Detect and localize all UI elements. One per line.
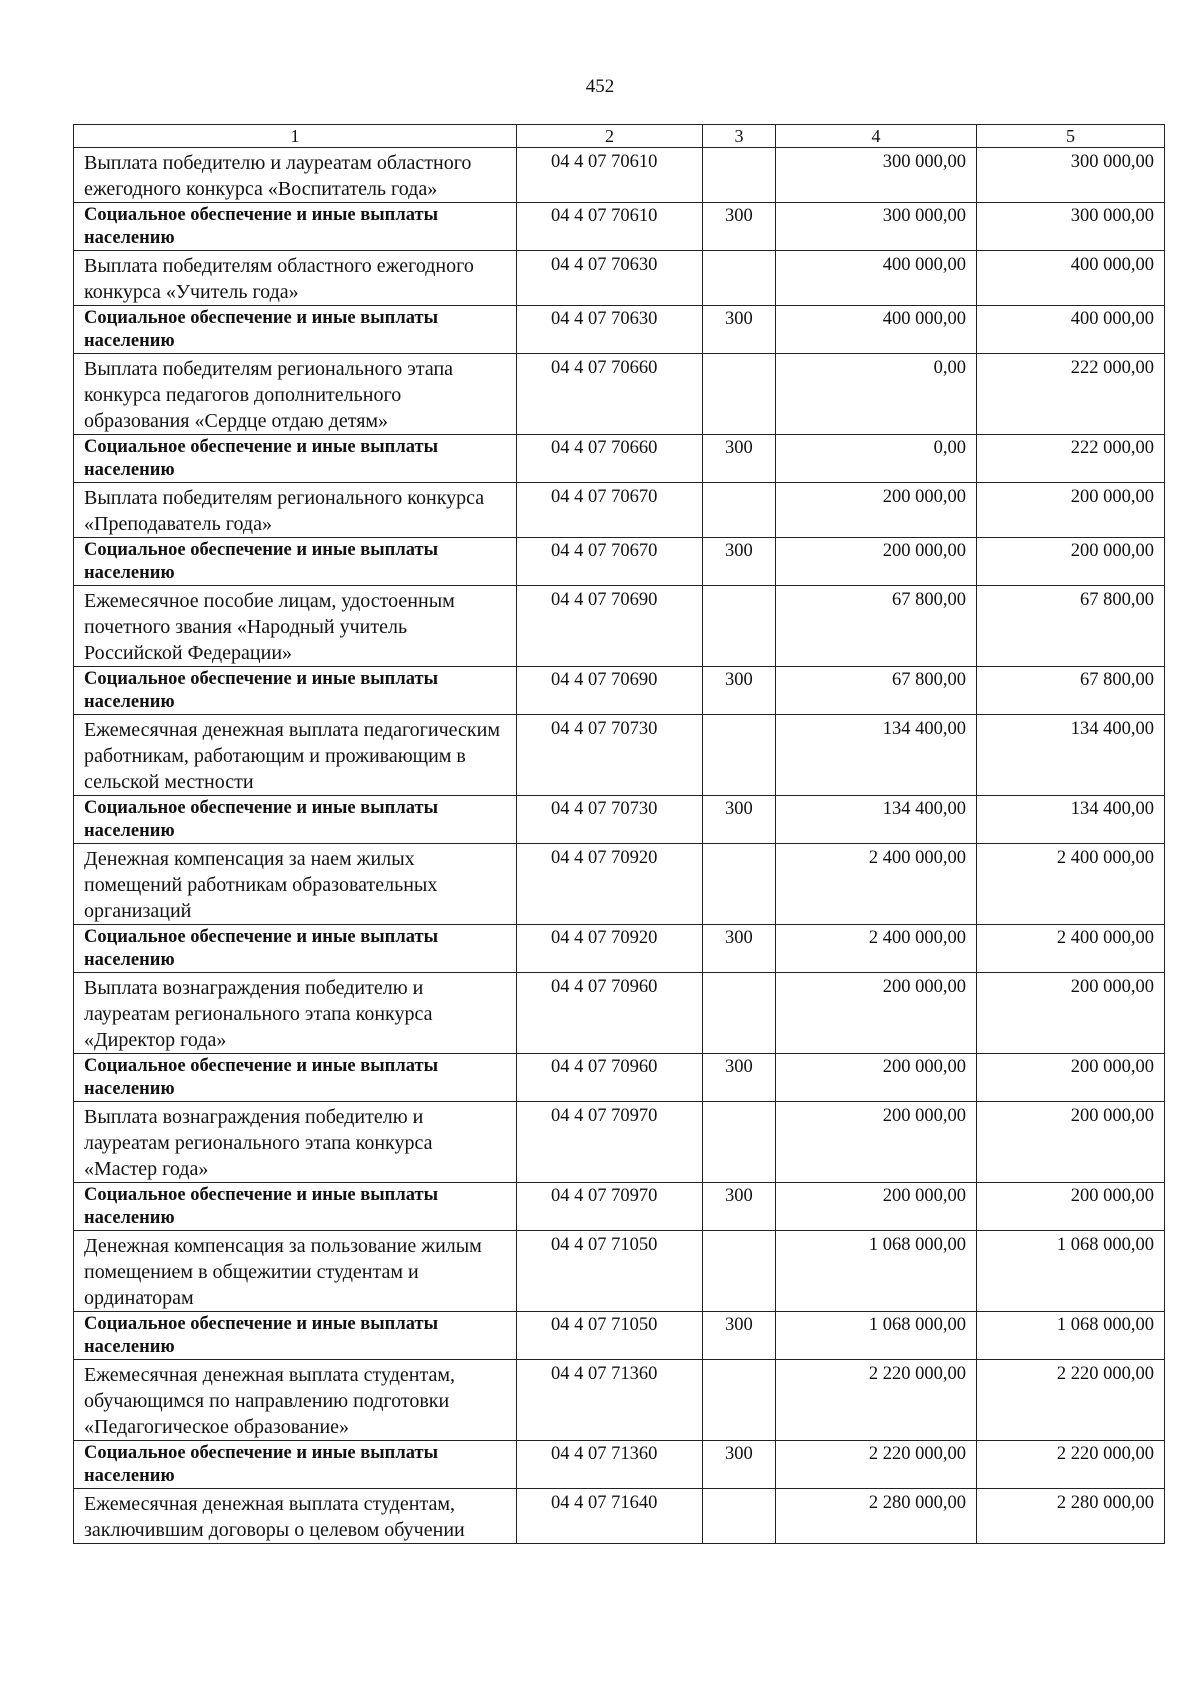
table-body [74, 148, 1165, 1544]
table-row [74, 1441, 1165, 1489]
row-code-cell: 04 4 07 70730 [517, 715, 703, 796]
row-value-col5-cell: 67 800,00 [977, 667, 1165, 715]
row-code-cell: 04 4 07 71360 [517, 1360, 703, 1441]
row-name-cell: Выплата победителям регионального этапа конкурса педагогов дополнительного образования «Сердце отдаю детям» [74, 354, 517, 435]
table-row [74, 586, 1165, 667]
row-value-col4-cell: 0,00 [776, 435, 977, 483]
row-name-cell: Социальное обеспечение и иные выплаты населению [74, 796, 517, 844]
row-type-cell [703, 1489, 776, 1544]
row-code-cell: 04 4 07 71050 [517, 1231, 703, 1312]
row-code-cell: 04 4 07 70960 [517, 973, 703, 1054]
row-value-col4-cell: 134 400,00 [776, 715, 977, 796]
row-value-col5-cell: 67 800,00 [977, 586, 1165, 667]
row-value-col5-cell: 222 000,00 [977, 435, 1165, 483]
row-code-cell: 04 4 07 70660 [517, 354, 703, 435]
row-name-cell: Социальное обеспечение и иные выплаты населению [74, 925, 517, 973]
row-value-col4-cell: 67 800,00 [776, 667, 977, 715]
row-code-cell: 04 4 07 70670 [517, 483, 703, 538]
row-value-col5-cell: 200 000,00 [977, 973, 1165, 1054]
row-type-cell [703, 1102, 776, 1183]
row-code-cell: 04 4 07 70630 [517, 306, 703, 354]
row-name-cell: Денежная компенсация за пользование жилым помещением в общежитии студентам и ординаторам [74, 1231, 517, 1312]
column-header: 2 [517, 125, 703, 148]
row-name-cell: Социальное обеспечение и иные выплаты населению [74, 1054, 517, 1102]
table-row [74, 973, 1165, 1054]
row-value-col4-cell: 400 000,00 [776, 251, 977, 306]
row-code-cell: 04 4 07 71640 [517, 1489, 703, 1544]
row-code-cell: 04 4 07 70730 [517, 796, 703, 844]
row-type-cell [703, 586, 776, 667]
row-value-col4-cell: 200 000,00 [776, 483, 977, 538]
row-type-cell [703, 844, 776, 925]
row-type-cell: 300 [703, 667, 776, 715]
row-type-cell: 300 [703, 1183, 776, 1231]
row-value-col5-cell: 2 400 000,00 [977, 925, 1165, 973]
column-header: 1 [74, 125, 517, 148]
table-row [74, 1312, 1165, 1360]
row-value-col5-cell: 2 220 000,00 [977, 1360, 1165, 1441]
row-value-col4-cell: 300 000,00 [776, 203, 977, 251]
row-value-col5-cell: 400 000,00 [977, 306, 1165, 354]
row-type-cell [703, 251, 776, 306]
row-value-col4-cell: 200 000,00 [776, 1183, 977, 1231]
row-name-cell: Выплата вознаграждения победителю и лауреатам регионального этапа конкурса «Директор года» [74, 973, 517, 1054]
row-value-col5-cell: 300 000,00 [977, 148, 1165, 203]
table-row [74, 251, 1165, 306]
table-row [74, 1231, 1165, 1312]
table-row [74, 1183, 1165, 1231]
row-code-cell: 04 4 07 70630 [517, 251, 703, 306]
row-code-cell: 04 4 07 70690 [517, 586, 703, 667]
row-value-col4-cell: 2 280 000,00 [776, 1489, 977, 1544]
row-value-col5-cell: 2 220 000,00 [977, 1441, 1165, 1489]
row-value-col4-cell: 200 000,00 [776, 538, 977, 586]
row-value-col5-cell: 1 068 000,00 [977, 1231, 1165, 1312]
column-header: 5 [977, 125, 1165, 148]
table-row [74, 435, 1165, 483]
row-value-col5-cell: 200 000,00 [977, 483, 1165, 538]
budget-table [73, 124, 1165, 1544]
row-value-col4-cell: 0,00 [776, 354, 977, 435]
row-name-cell: Социальное обеспечение и иные выплаты населению [74, 538, 517, 586]
row-value-col4-cell: 2 220 000,00 [776, 1441, 977, 1489]
row-type-cell: 300 [703, 1054, 776, 1102]
row-value-col4-cell: 200 000,00 [776, 1054, 977, 1102]
table-row [74, 354, 1165, 435]
row-type-cell: 300 [703, 1441, 776, 1489]
table-row [74, 925, 1165, 973]
row-type-cell: 300 [703, 306, 776, 354]
row-code-cell: 04 4 07 70660 [517, 435, 703, 483]
row-code-cell: 04 4 07 70610 [517, 203, 703, 251]
row-name-cell: Выплата победителям областного ежегодного конкурса «Учитель года» [74, 251, 517, 306]
row-value-col4-cell: 2 400 000,00 [776, 925, 977, 973]
row-code-cell: 04 4 07 70970 [517, 1183, 703, 1231]
row-type-cell [703, 1231, 776, 1312]
row-name-cell: Ежемесячная денежная выплата студентам, обучающимся по направлению подготовки «Педагогическое образование» [74, 1360, 517, 1441]
table-row [74, 538, 1165, 586]
table-row [74, 1054, 1165, 1102]
row-value-col4-cell: 2 220 000,00 [776, 1360, 977, 1441]
row-name-cell: Социальное обеспечение и иные выплаты населению [74, 435, 517, 483]
row-type-cell [703, 483, 776, 538]
table-row [74, 1360, 1165, 1441]
row-value-col4-cell: 200 000,00 [776, 1102, 977, 1183]
row-value-col5-cell: 2 400 000,00 [977, 844, 1165, 925]
row-code-cell: 04 4 07 71360 [517, 1441, 703, 1489]
row-value-col4-cell: 400 000,00 [776, 306, 977, 354]
row-code-cell: 04 4 07 70670 [517, 538, 703, 586]
row-value-col4-cell: 2 400 000,00 [776, 844, 977, 925]
row-type-cell [703, 715, 776, 796]
row-value-col5-cell: 200 000,00 [977, 1183, 1165, 1231]
row-code-cell: 04 4 07 70690 [517, 667, 703, 715]
row-name-cell: Выплата вознаграждения победителю и лауреатам регионального этапа конкурса «Мастер года» [74, 1102, 517, 1183]
row-type-cell: 300 [703, 1312, 776, 1360]
table-row [74, 1102, 1165, 1183]
row-type-cell: 300 [703, 538, 776, 586]
row-value-col4-cell: 1 068 000,00 [776, 1312, 977, 1360]
row-type-cell: 300 [703, 925, 776, 973]
row-type-cell: 300 [703, 796, 776, 844]
row-name-cell: Социальное обеспечение и иные выплаты населению [74, 1441, 517, 1489]
row-value-col5-cell: 300 000,00 [977, 203, 1165, 251]
row-value-col5-cell: 222 000,00 [977, 354, 1165, 435]
row-value-col5-cell: 200 000,00 [977, 1054, 1165, 1102]
table-row [74, 796, 1165, 844]
row-type-cell [703, 354, 776, 435]
row-value-col4-cell: 300 000,00 [776, 148, 977, 203]
row-code-cell: 04 4 07 70610 [517, 148, 703, 203]
row-value-col5-cell: 134 400,00 [977, 715, 1165, 796]
row-name-cell: Ежемесячная денежная выплата студентам, заключившим договоры о целевом обучении [74, 1489, 517, 1544]
row-value-col5-cell: 1 068 000,00 [977, 1312, 1165, 1360]
column-header: 4 [776, 125, 977, 148]
row-name-cell: Денежная компенсация за наем жилых помещений работникам образовательных организаций [74, 844, 517, 925]
row-name-cell: Социальное обеспечение и иные выплаты населению [74, 667, 517, 715]
row-type-cell [703, 973, 776, 1054]
row-code-cell: 04 4 07 71050 [517, 1312, 703, 1360]
row-type-cell: 300 [703, 203, 776, 251]
row-value-col4-cell: 1 068 000,00 [776, 1231, 977, 1312]
row-value-col4-cell: 134 400,00 [776, 796, 977, 844]
row-name-cell: Ежемесячная денежная выплата педагогическим работникам, работающим и проживающим в сельской местности [74, 715, 517, 796]
row-value-col5-cell: 2 280 000,00 [977, 1489, 1165, 1544]
row-type-cell [703, 1360, 776, 1441]
header-row [74, 125, 1165, 148]
table-row [74, 715, 1165, 796]
table-row [74, 203, 1165, 251]
row-code-cell: 04 4 07 70920 [517, 844, 703, 925]
row-value-col5-cell: 134 400,00 [977, 796, 1165, 844]
table-row [74, 844, 1165, 925]
row-name-cell: Социальное обеспечение и иные выплаты населению [74, 203, 517, 251]
row-code-cell: 04 4 07 70970 [517, 1102, 703, 1183]
table-row [74, 306, 1165, 354]
row-name-cell: Ежемесячное пособие лицам, удостоенным почетного звания «Народный учитель Российской Федерации» [74, 586, 517, 667]
row-value-col5-cell: 200 000,00 [977, 1102, 1165, 1183]
row-code-cell: 04 4 07 70920 [517, 925, 703, 973]
row-name-cell: Выплата победителю и лауреатам областного ежегодного конкурса «Воспитатель года» [74, 148, 517, 203]
row-value-col5-cell: 400 000,00 [977, 251, 1165, 306]
page-number: 452 [585, 76, 615, 97]
row-value-col4-cell: 200 000,00 [776, 973, 977, 1054]
row-type-cell [703, 148, 776, 203]
table-row [74, 1489, 1165, 1544]
row-type-cell: 300 [703, 435, 776, 483]
row-value-col5-cell: 200 000,00 [977, 538, 1165, 586]
table-row [74, 483, 1165, 538]
table-row [74, 148, 1165, 203]
row-name-cell: Выплата победителям регионального конкурса «Преподаватель года» [74, 483, 517, 538]
table-row [74, 667, 1165, 715]
row-name-cell: Социальное обеспечение и иные выплаты населению [74, 1312, 517, 1360]
row-value-col4-cell: 67 800,00 [776, 586, 977, 667]
row-code-cell: 04 4 07 70960 [517, 1054, 703, 1102]
column-header: 3 [703, 125, 776, 148]
row-name-cell: Социальное обеспечение и иные выплаты населению [74, 306, 517, 354]
table-header [74, 125, 1165, 148]
row-name-cell: Социальное обеспечение и иные выплаты населению [74, 1183, 517, 1231]
